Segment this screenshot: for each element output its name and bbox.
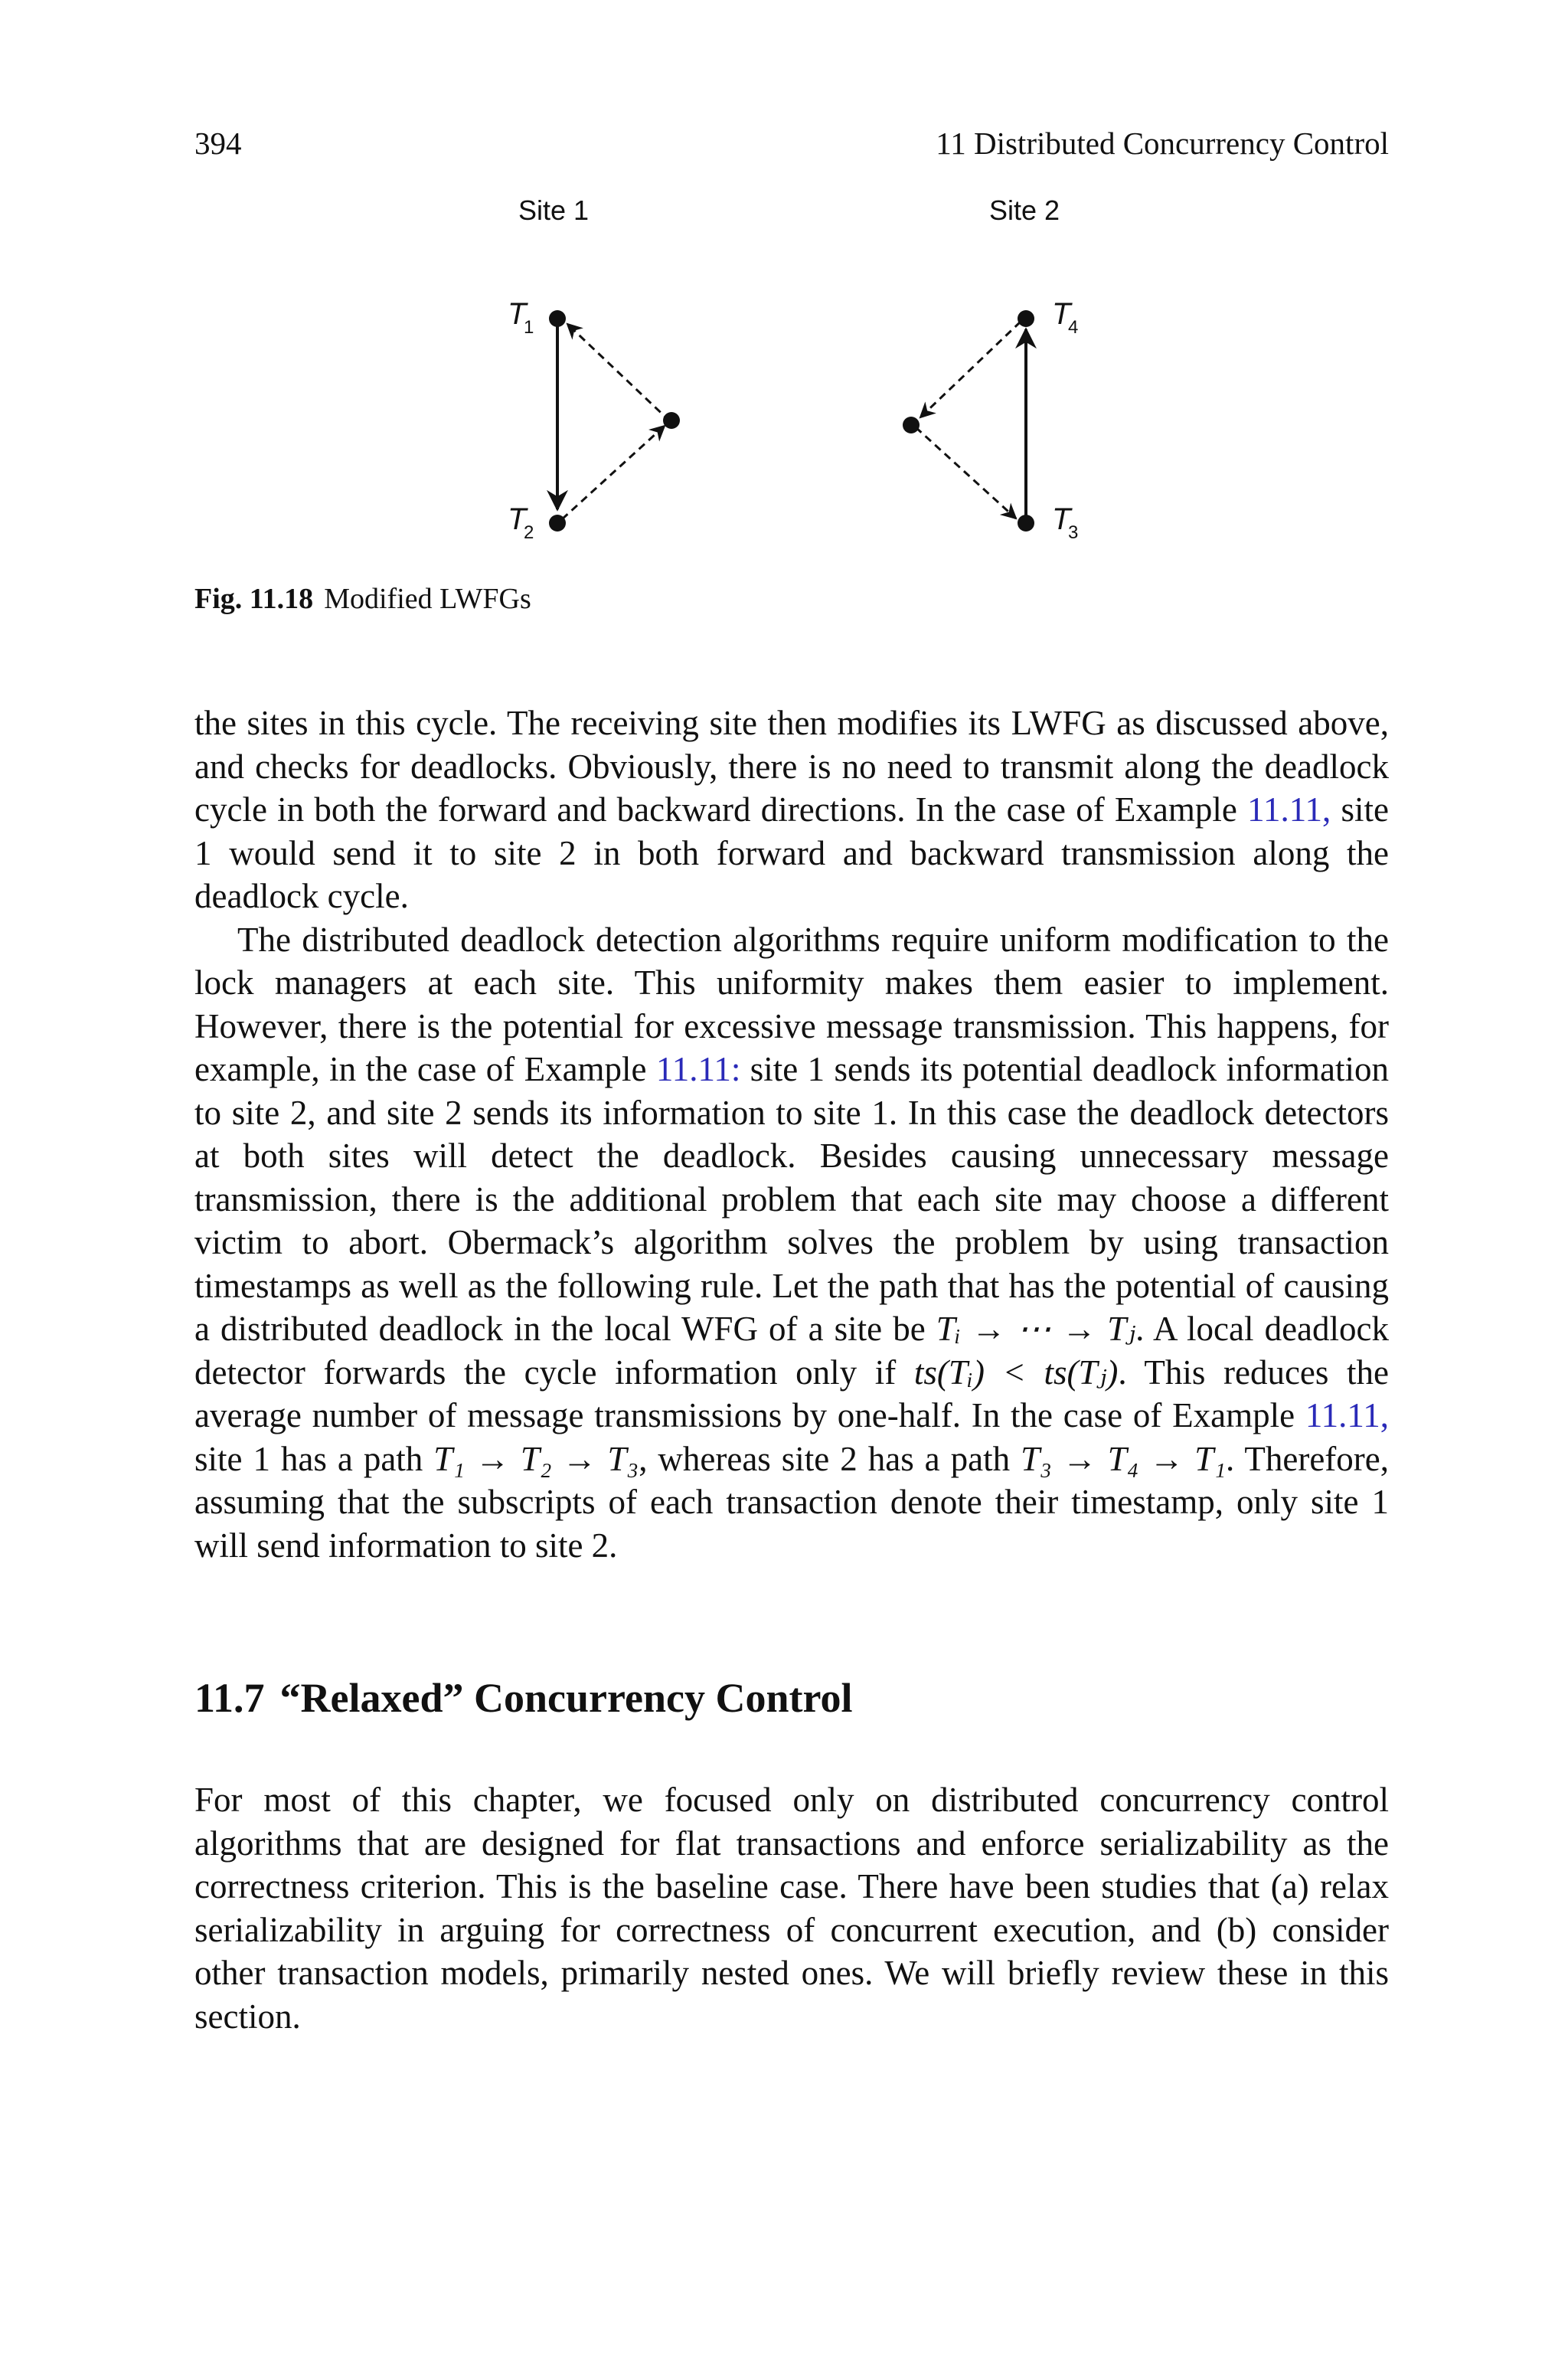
node-t1-label: T	[508, 297, 527, 331]
example-ref-link[interactable]: 11.11:	[655, 1050, 741, 1088]
paragraph-1-text-b: site 1 would send it to site 2 in both forward and backward transmission along the deadlock cycle.	[194, 790, 1389, 915]
section-body	[194, 1778, 1389, 2038]
body-text	[194, 702, 1389, 1567]
section-heading	[194, 1671, 852, 1725]
section-title: “Relaxed” Concurrency Control	[279, 1675, 853, 1721]
node-t2-subscript: 2	[524, 522, 534, 543]
paragraph-2-text-e: site 1 has a path	[194, 1439, 434, 1478]
paragraph-2-text-f: , whereas site 2 has a path	[639, 1439, 1021, 1478]
example-ref-link[interactable]: 11.11,	[1305, 1396, 1389, 1434]
paragraph-1-text-a: the sites in this cycle. The receiving site then modifies its LWFG as discussed above, and checks for deadlocks. Obviously, there is no need to transmit along the deadlock cycle in both the forward and backward directions. In the case of Example	[194, 704, 1389, 829]
paragraph-2-text-b: site 1 sends its potential deadlock information to site 2, and site 2 sends its information to site 1. In this case the deadlock detectors at both sites will detect the deadlock. Besides causing unnecessary message transmission, there is the additional problem that each site may choose a different victim to abort. Obermack’s algorithm solves the problem by using transaction timestamps as well as the following rule. Let the path that has the potential of causing a distributed deadlock in the local WFG of a site be	[194, 1050, 1389, 1348]
node-site2-external	[903, 417, 920, 433]
edge-t2-ext	[562, 426, 665, 519]
figure-caption-text: Modified LWFGs	[324, 583, 531, 615]
site1-graph	[508, 297, 680, 543]
paragraph-2-text-d: . This reduces the average number of message transmissions by one-half. In the case of Example	[194, 1353, 1389, 1434]
paragraph-2-text-a: The distributed deadlock detection algorithms require uniform modification to the lock managers at each site. This uniformity makes them easier to implement. However, there is the potential for excessive message transmission. This happens, for example, in the case of Example	[194, 920, 1389, 1088]
node-t2	[549, 515, 566, 532]
node-t3-subscript: 3	[1068, 522, 1079, 543]
paragraph-2-text-c: . A local deadlock detector forwards the cycle information only if	[194, 1310, 1390, 1392]
example-ref-link[interactable]: 11.11,	[1247, 790, 1331, 829]
node-t4	[1018, 310, 1034, 327]
figure-caption-number: Fig. 11.18	[194, 583, 314, 615]
timestamp-expression: ts(Tᵢ) < ts(Tⱼ)	[913, 1353, 1119, 1392]
site2-graph	[903, 297, 1078, 543]
chapter-title: 11 Distributed Concurrency Control	[936, 126, 1389, 161]
site2-label: Site 2	[988, 195, 1060, 226]
section-paragraph: For most of this chapter, we focused only on distributed concurrency control algorithms that are designed for flat transactions and enforce serializability as the correctness criterion. This is the baseline case. There have been studies that (a) relax serializability in arguing for correctness of concurrent execution, and (b) consider other transaction models, primarily nested ones. We will briefly review these in this section.	[194, 1781, 1389, 2036]
site1-path-expression: T₁ → T₂ → T₃	[433, 1439, 639, 1478]
figure-caption	[194, 581, 531, 617]
site1-label: Site 1	[518, 195, 590, 226]
running-head	[194, 124, 1389, 162]
page-number: 394	[194, 126, 242, 161]
lwfg-figure	[459, 184, 1148, 567]
lwfg-diagram	[459, 184, 1148, 567]
node-t2-label: T	[508, 502, 527, 536]
site2-path-expression: T₃ → T₄ → T₁	[1021, 1439, 1226, 1478]
node-t4-subscript: 4	[1068, 317, 1079, 338]
section-number: 11.7	[194, 1675, 265, 1721]
node-t3	[1018, 515, 1034, 532]
node-t3-label: T	[1052, 502, 1071, 536]
node-site1-external	[663, 412, 680, 429]
path-expression: Tᵢ → ⋯ → Tⱼ	[936, 1310, 1136, 1348]
paragraph-2-text-g: . Therefore, assuming that the subscripts of each transaction denote their timestamp, only site 1 will send information to site 2.	[194, 1439, 1390, 1565]
edge-t4-ext	[920, 322, 1021, 417]
edge-ext-t3	[916, 427, 1016, 518]
paragraph-1	[194, 702, 1389, 918]
paragraph-2	[194, 918, 1389, 1568]
node-t4-label: T	[1052, 297, 1071, 331]
edge-ext-t1	[567, 324, 670, 421]
node-t1	[549, 310, 566, 327]
node-t1-subscript: 1	[524, 317, 534, 338]
